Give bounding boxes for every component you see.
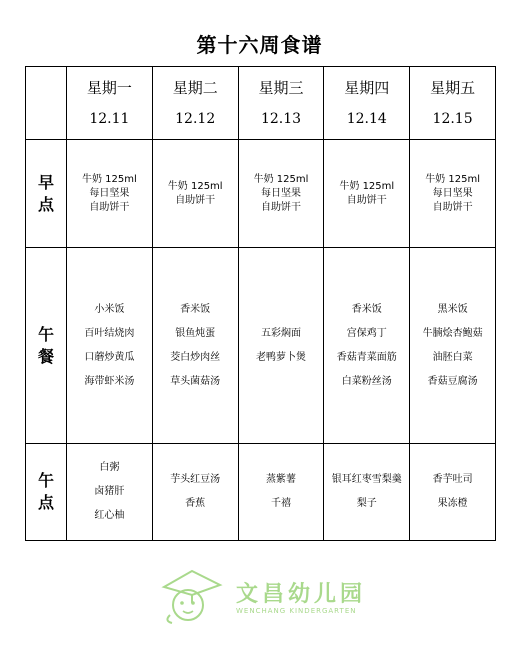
menu-item: 果冻橙 [437, 498, 468, 509]
menu-item: 银鱼炖蛋 [175, 327, 216, 339]
menu-item: 牛奶 125ml [82, 173, 137, 185]
menu-cell [324, 140, 410, 248]
menu-item: 自助饼干 [175, 194, 216, 206]
day-name: 星期四 [344, 78, 390, 97]
menu-cell [152, 444, 238, 541]
day-name: 星期三 [258, 78, 304, 97]
menu-item: 百叶结烧肉 [84, 327, 135, 339]
menu-cell [152, 140, 238, 248]
menu-item: 海带虾米汤 [84, 375, 135, 387]
menu-item: 香米饭 [351, 303, 382, 315]
menu-item: 梨子 [356, 498, 377, 509]
day-header-mon [67, 67, 153, 140]
menu-item: 牛奶 125ml [339, 180, 395, 192]
day-name: 星期五 [430, 78, 476, 97]
lunch-row [26, 248, 496, 444]
menu-cell [410, 248, 496, 444]
day-name: 星期二 [172, 78, 218, 97]
child-face-icon [158, 565, 228, 625]
menu-item: 每日坚果 [260, 187, 301, 199]
menu-table [25, 66, 496, 541]
corner-cell [26, 67, 67, 140]
menu-cell [410, 140, 496, 248]
menu-item: 牛腩烩杏鲍菇 [422, 327, 483, 339]
day-header-thu [324, 67, 410, 140]
menu-cell [410, 444, 496, 541]
menu-item: 香米饭 [180, 303, 211, 315]
menu-cell [152, 248, 238, 444]
menu-cell [67, 444, 153, 541]
page-title: 第十六周食谱 [196, 33, 323, 57]
day-header-fri [410, 67, 496, 140]
menu-cell [324, 248, 410, 444]
menu-cell [67, 140, 153, 248]
menu-item: 牛奶 125ml [425, 173, 480, 185]
day-date: 12.13 [260, 110, 302, 127]
menu-item: 五彩焖面 [260, 327, 301, 339]
header-row [26, 67, 496, 140]
menu-item: 口蘑炒黄瓜 [84, 351, 135, 363]
meal-label-snack: 午 点 [26, 444, 67, 541]
day-header-wed [238, 67, 324, 140]
menu-item: 牛奶 125ml [253, 173, 309, 185]
meal-label-breakfast: 早 点 [26, 140, 67, 248]
menu-item: 银耳红枣雪梨羹 [331, 474, 402, 485]
menu-item: 白菜粉丝汤 [341, 375, 392, 387]
menu-item: 芋头红豆汤 [170, 474, 221, 485]
day-date: 12.14 [346, 110, 387, 127]
menu-item: 老鸭萝卜煲 [255, 351, 306, 363]
kindergarten-logo [158, 565, 388, 625]
day-date: 12.11 [89, 110, 130, 127]
menu-item: 小米饭 [94, 303, 125, 315]
meal-label-lunch: 午 餐 [26, 248, 67, 444]
menu-item: 白粥 [99, 462, 120, 473]
menu-item: 香菇青菜面筋 [336, 351, 397, 363]
menu-item: 每日坚果 [89, 187, 130, 199]
menu-item: 油胚白菜 [432, 351, 473, 363]
menu-item: 千禧 [270, 498, 291, 509]
breakfast-row [26, 140, 496, 248]
day-header-tue [152, 67, 238, 140]
menu-item: 红心柚 [94, 510, 125, 521]
menu-cell [324, 444, 410, 541]
menu-item: 草头菌菇汤 [170, 375, 221, 387]
menu-item: 蒸紫薯 [265, 474, 296, 485]
logo-subtitle: WENCHANG KINDERGARTEN [236, 607, 357, 615]
menu-item: 牛奶 125ml [167, 180, 223, 192]
menu-item: 香芋吐司 [432, 474, 473, 485]
menu-item: 卤猪肝 [94, 486, 125, 497]
menu-cell [238, 444, 324, 541]
menu-item: 每日坚果 [432, 187, 473, 199]
day-name: 星期一 [86, 78, 132, 97]
menu-cell [67, 248, 153, 444]
menu-cell [238, 248, 324, 444]
menu-item: 香菇豆腐汤 [427, 375, 478, 387]
menu-item: 香蕉 [185, 498, 206, 509]
day-date: 12.12 [175, 110, 216, 127]
menu-item: 自助饼干 [260, 201, 301, 213]
menu-cell [238, 140, 324, 248]
menu-item: 自助饼干 [89, 201, 130, 213]
menu-item: 宫保鸡丁 [346, 327, 387, 339]
menu-item: 自助饼干 [432, 201, 473, 213]
menu-item: 黑米饭 [437, 303, 468, 315]
menu-item: 自助饼干 [346, 194, 387, 206]
snack-row [26, 444, 496, 541]
menu-item: 茭白炒肉丝 [170, 351, 221, 363]
day-date: 12.15 [432, 110, 473, 127]
logo-name: 文昌幼儿园 [236, 582, 367, 607]
